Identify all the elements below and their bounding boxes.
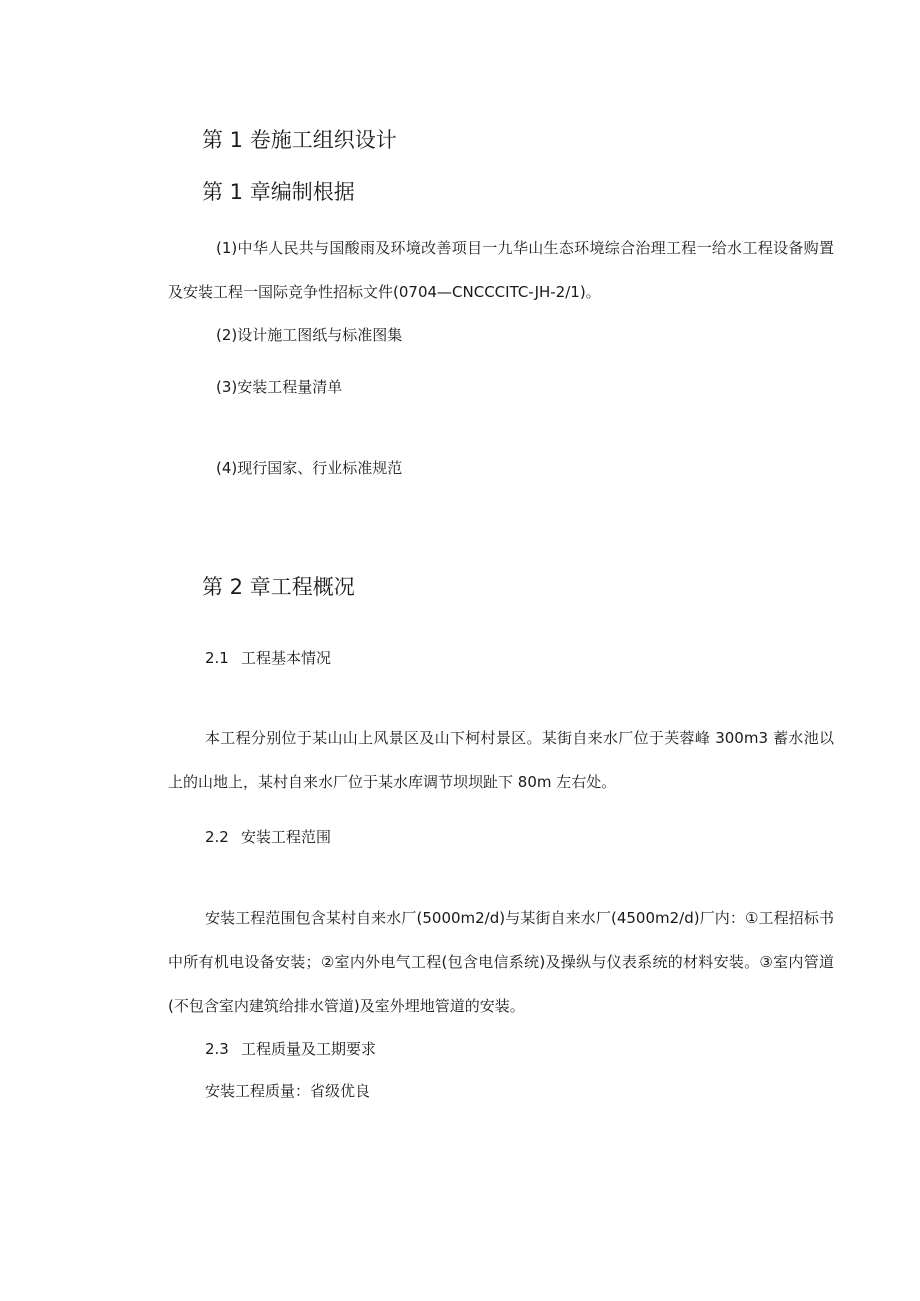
section-2-3-paragraph: 安装工程质量：省级优良 [205, 1082, 371, 1100]
chapter-1-item-3: (3)安装工程量清单 [216, 378, 343, 396]
section-number: 2.3 [205, 1040, 229, 1058]
section-title: 安装工程范围 [241, 828, 332, 846]
volume-title: 第 1 卷施工组织设计 [202, 128, 397, 152]
chapter-1-item-4: (4)现行国家、行业标准规范 [216, 459, 403, 477]
section-2-2-heading [205, 826, 331, 847]
section-number: 2.2 [205, 828, 229, 846]
chapter-1-item-2: (2)设计施工图纸与标准图集 [216, 326, 403, 344]
section-2-2-paragraph: 安装工程范围包含某村自来水厂(5000m2∕d)与某街自来水厂(4500m2∕d)厂内：①工程招标书中所有机电设备安装；②室内外电气工程(包含电信系统)及操纵与仪表系统的材料安装。③室内管道(不包含室内建筑给排水管道)及室外埋地管道的安装。 [168, 909, 834, 1015]
section-number: 2.1 [205, 649, 229, 667]
section-2-1-heading [205, 647, 331, 668]
section-title: 工程质量及工期要求 [241, 1040, 377, 1058]
chapter-1-item-1: (1)中华人民共与国酸雨及环境改善项目一九华山生态环境综合治理工程一给水工程设备购置及安装工程一国际竞争性招标文件(0704—CNCCCITC-JH-2/1)。 [168, 239, 834, 301]
chapter-1-title: 第 1 章编制根据 [202, 180, 355, 204]
section-title: 工程基本情况 [241, 649, 332, 667]
section-2-1-paragraph: 本工程分别位于某山山上风景区及山下柯村景区。某街自来水厂位于芙蓉峰 300m3 蓄水池以上的山地上，某村自来水厂位于某水库调节坝坝趾下 80m 左右处。 [168, 729, 834, 791]
chapter-2-title: 第 2 章工程概况 [202, 575, 355, 599]
section-2-3-heading [205, 1038, 376, 1059]
